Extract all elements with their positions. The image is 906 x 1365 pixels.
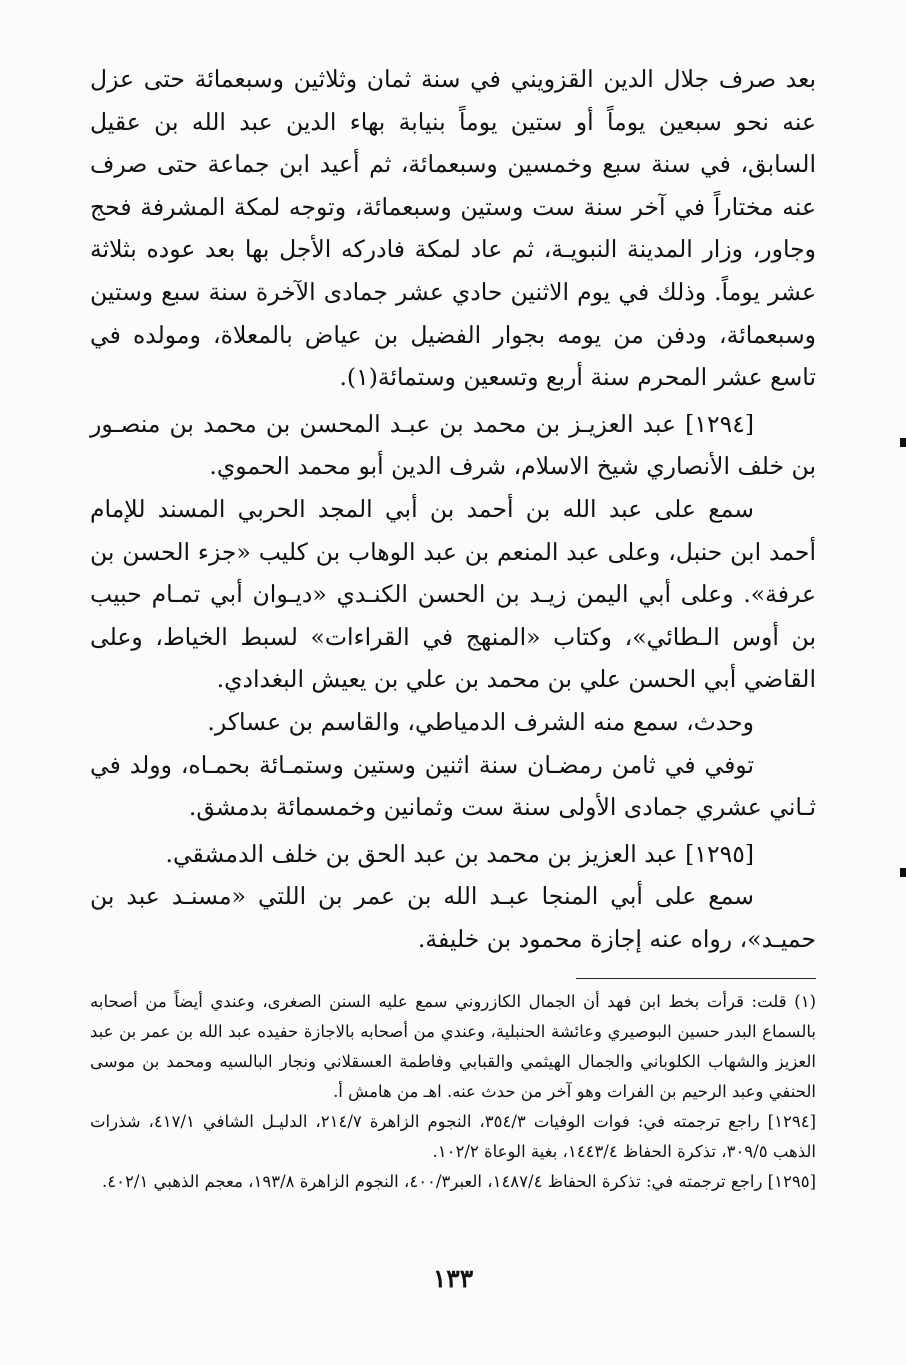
margin-mark: [900, 868, 906, 877]
entry-1294-hearing: سمع على عبد الله بن أحمد بن أبي المجد الحربي المسند للإمام أحمد ابن حنبل، وعلى عبد المنعم بن عبد الوهاب بن كليب «جزء الحسن بن عرفة». وعلى أبي اليمن زيـد بن الحسن الكنـدي «ديـوان أبي تمـام حبيب بن أوس الـطائي»، وكتاب «المنهج في القراءات» لسبط الخياط، وعلى القاضي أبي الحسن علي بن محمد بن علي بن يعيش البغدادي.: [90, 494, 816, 694]
entry-1295-heading: [١٢٩٥] عبد العزيز بن محمد بن عبد الحق بن خلف الدمشقي.: [165, 839, 754, 868]
main-text: [90, 58, 816, 960]
entry-1294-heading: [١٢٩٤] عبد العزيـز بن محمد بن عبـد المحسن بن محمد بن منصـور بن خلف الأنصاري شيخ الاسلام، شرف الدين أبو محمد الحموي.: [90, 409, 816, 481]
paragraph-continuation: بعد صرف جلال الدين القزويني في سنة ثمان وثلاثين وسبعمائة حتى عزل عنه نحو سبعين يوماً أو ستين يوماً بنيابة بهاء الدين عبد الله بن عقيل السابق، في سنة سبع وخمسين وسبعمائة، ثم أعيد ابن جماعة حتى صرف عنه مختاراً في آخر سنة ست وستين وسبعمائة، وتوجه لمكة المشرفة فحج وجاور، وزار المدينة النبويـة، ثم عاد لمكة فادركه الأجل بها بعد عوده بثلاثة عشر يوماً. وذلك في يوم الاثنين حادي عشر جمادى الآخرة سنة سبع وستين وسبعمائة، ودفن من يومه بجوار الفضيل بن عياض بالمعلاة، ومولده في تاسع عشر المحرم سنة أربع وتسعين وستمائة(١).: [90, 65, 816, 392]
footnote-1: (١) قلت: قرأت بخط ابن فهد أن الجمال الكازروني سمع عليه السنن الصغرى، وعندي أيضاً من أصحابه بالسماع البدر حسين البوصيري وعائشة الحنبلية، وعندي من أصحابه بالاجازة حفيده عبد الله بن عمر بن عبد العزيز والشهاب الكلوباني والجمال الهيثمي والقبابي وفاطمة العسقلاني ونجار البالسيه ومحمد بن موسى الحنفي وعبد الرحيم بن الفرات وهو آخر من حدث عنه. اهـ من هامش أ.: [90, 992, 816, 1102]
entry-1294-death: توفي في ثامن رمضـان سنة اثنين وستين وستمـائة بحمـاه، وولد في ثـاني عشري جمادى الأولى سنة ست وثمانين وخمسمائة بدمشق.: [90, 750, 816, 822]
entry-1295-hearing: سمع على أبي المنجا عبـد الله بن عمر بن اللتي «مسنـد عبد بن حميـد»، رواه عنه إجازة محمود بن خليفة.: [90, 882, 816, 953]
footnote-1295: [١٢٩٥] راجع ترجمته في: تذكرة الحفاظ ١٤٨٧/٤، العبر٤٠٠/٣، النجوم الزاهرة ١٩٣/٨، معجم الذهبي ٤٠٢/١.: [102, 1172, 816, 1192]
entry-1294-narration: وحدث، سمع منه الشرف الدمياطي، والقاسم بن عساكر.: [207, 707, 754, 736]
footnotes: [90, 987, 816, 1197]
page-number: ١٣٣: [432, 1264, 474, 1293]
footnote-divider: [576, 978, 816, 979]
book-page: [90, 58, 816, 1197]
margin-mark: [900, 438, 906, 447]
footnote-1294: [١٢٩٤] راجع ترجمته في: فوات الوفيات ٣٥٤/٣، النجوم الزاهرة ٢١٤/٧، الدليـل الشافي ٤١٧/١، شذرات الذهب ٣٠٩/٥، تذكرة الحفاظ ١٤٤٣/٤، بغية الوعاة ١٠٢/٢.: [90, 1112, 817, 1162]
